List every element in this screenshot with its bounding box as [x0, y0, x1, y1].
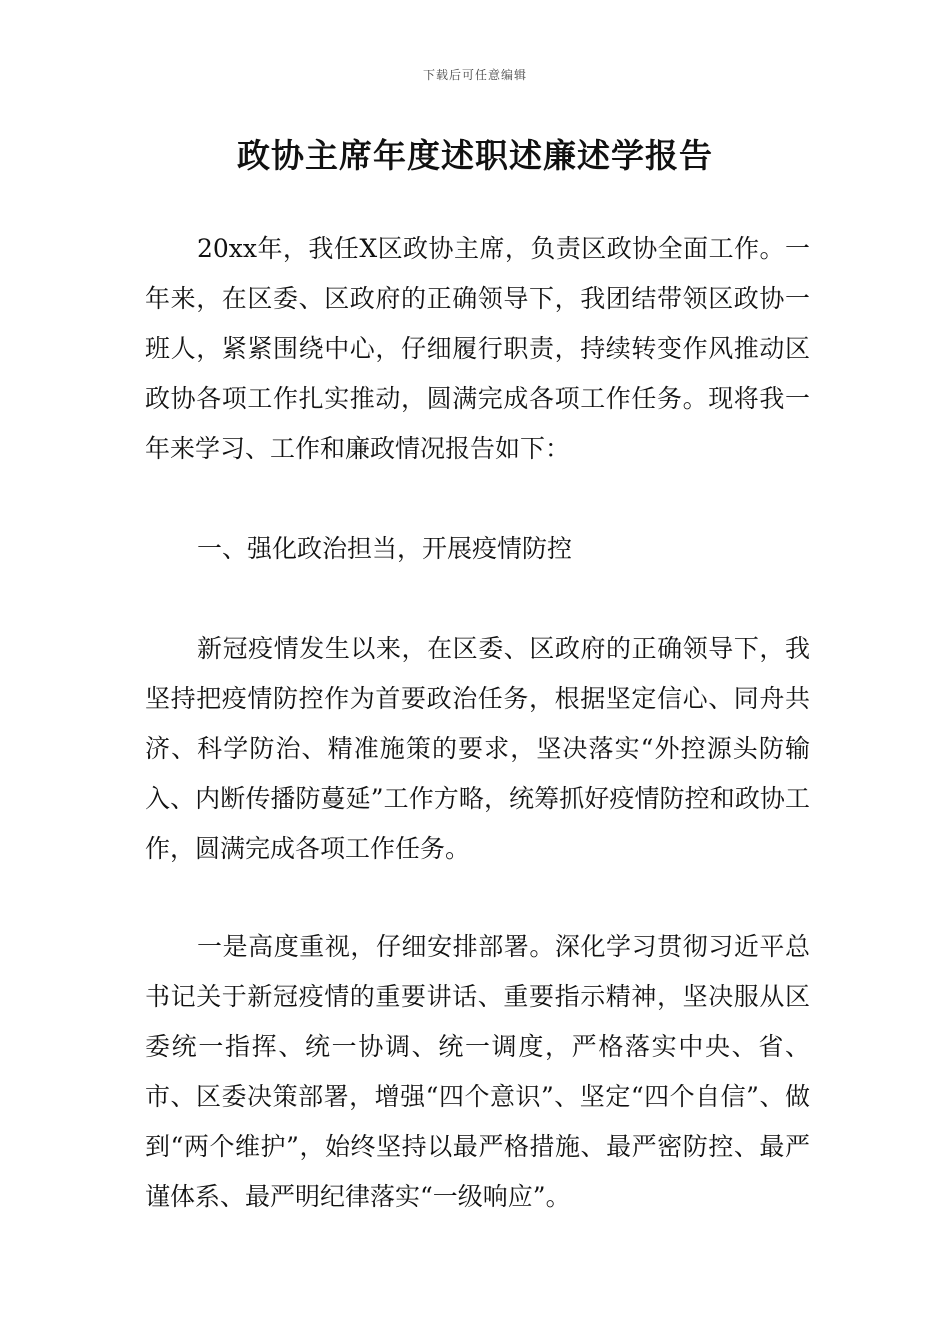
body-paragraph-deployment: 一是高度重视，仔细安排部署。深化学习贯彻习近平总书记关于新冠疫情的重要讲话、重要指示精神，坚决服从区委统一指挥、统一协调、统一调度，严格落实中央、省、市、区委决策部署，增强“四个意识”、坚定“四个自信”、做到“两个维护”，始终坚持以最严格措施、最严密防控、最严谨体系、最严明纪律落实“一级响应”。	[145, 932, 810, 1211]
body-paragraph-intro: 20xx年，我任X区政协主席，负责区政协全面工作。一年来，在区委、区政府的正确领导下，我团结带领区政协一班人，紧紧围绕中心，仔细履行职责，持续转变作风推动区政协各项工作扎实推动，圆满完成各项工作任务。现将我一年来学习、工作和廉政情况报告如下：	[145, 234, 810, 463]
body-paragraph-epidemic: 新冠疫情发生以来，在区委、区政府的正确领导下，我坚持把疫情防控作为首要政治任务，根据坚定信心、同舟共济、科学防治、精准施策的要求，坚决落实“外控源头防输入、内断传播防蔓延”工作方略，统筹抓好疫情防控和政协工作，圆满完成各项工作任务。	[145, 634, 810, 863]
page-header-note: 下载后可任意编辑	[422, 68, 527, 82]
document-title: 政协主席年度述职述廉述学报告	[237, 136, 713, 175]
section-heading-1: 一、强化政治担当，开展疫情防控	[197, 534, 573, 563]
